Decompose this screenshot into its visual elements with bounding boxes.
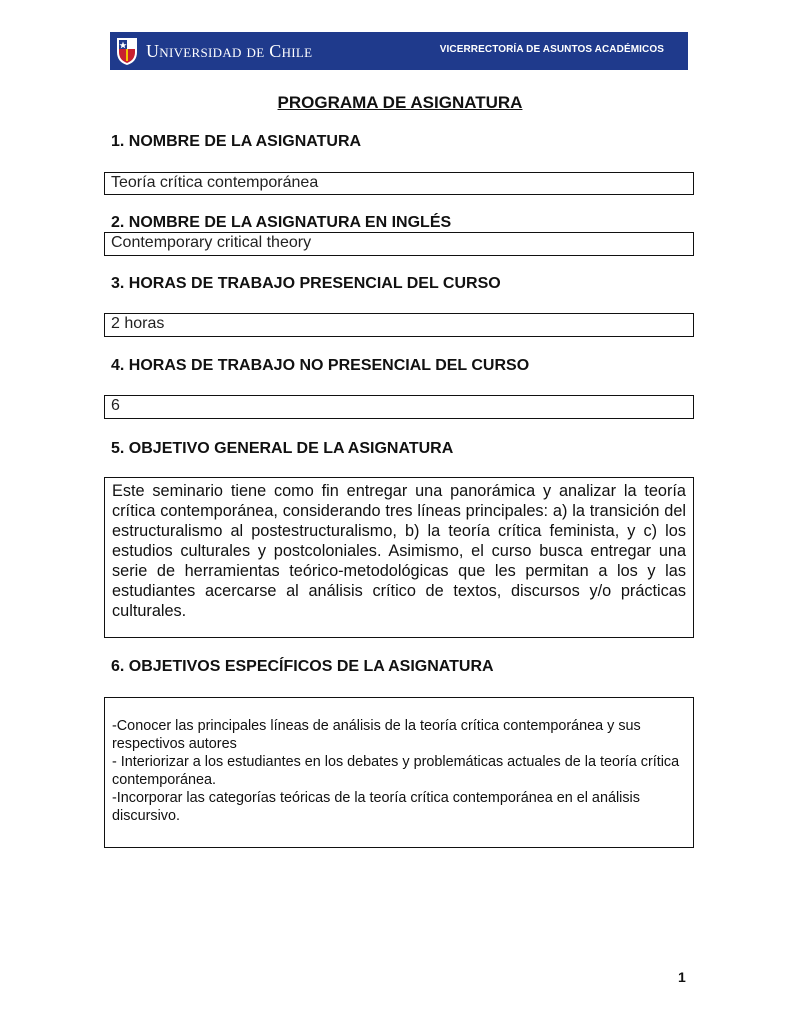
section-4-heading: 4. HORAS DE TRABAJO NO PRESENCIAL DEL CURSO (111, 357, 530, 374)
presential-hours-box (104, 313, 694, 337)
section-2-heading: 2. NOMBRE DE LA ASIGNATURA EN INGLÉS (111, 214, 452, 231)
section-3-heading: 3. HORAS DE TRABAJO PRESENCIAL DEL CURSO (111, 275, 501, 292)
section-1-heading: 1. NOMBRE DE LA ASIGNATURA (111, 133, 362, 150)
vicerrectoria-label: VICERRECTORÍA DE ASUNTOS ACADÉMICOS (439, 44, 664, 55)
general-objective-text: Este seminario tiene como fin entregar una panorámica y analizar la teoría crítica contemporánea, considerando tres líneas principales: a) la transición del estructuralismo al postestructuralismo, b) la teoría crítica feminista, y c) los estudios culturales y postcoloniales. Asimismo, el curso busca entregar una serie de herramientas teórico-metodológicas que les permitan a los y las estudiantes acercarse al análisis crítico de textos, discursos y/o prácticas culturales. (112, 482, 686, 620)
english-name-value: Contemporary critical theory (111, 234, 312, 251)
nonpresential-hours-value: 6 (111, 397, 120, 414)
general-objective-box (104, 477, 694, 638)
presential-hours-value: 2 horas (111, 315, 165, 332)
list-item: -Incorporar las categorías teóricas de la teoría crítica contemporánea en el análisis discursivo. (112, 790, 640, 824)
list-item: -Conocer las principales líneas de análisis de la teoría crítica contemporánea y sus respectivos autores (112, 718, 641, 752)
english-name-box (104, 232, 694, 256)
specific-objectives-box (104, 697, 694, 848)
university-name: Universidad de Chile (146, 41, 313, 61)
section-6-heading: 6. OBJETIVOS ESPECÍFICOS DE LA ASIGNATURA (111, 658, 494, 675)
page-number: 1 (678, 969, 686, 985)
course-name-box (104, 172, 694, 195)
university-crest-icon (115, 36, 139, 66)
nonpresential-hours-box (104, 395, 694, 419)
list-item: - Interiorizar a los estudiantes en los debates y problemáticas actuales de la teoría crítica contemporánea. (112, 754, 680, 788)
course-name-value: Teoría crítica contemporánea (111, 174, 319, 191)
specific-objectives-list (105, 698, 693, 825)
header-banner (110, 32, 688, 70)
section-5-heading: 5. OBJETIVO GENERAL DE LA ASIGNATURA (111, 440, 454, 457)
page-title: PROGRAMA DE ASIGNATURA (277, 93, 523, 112)
